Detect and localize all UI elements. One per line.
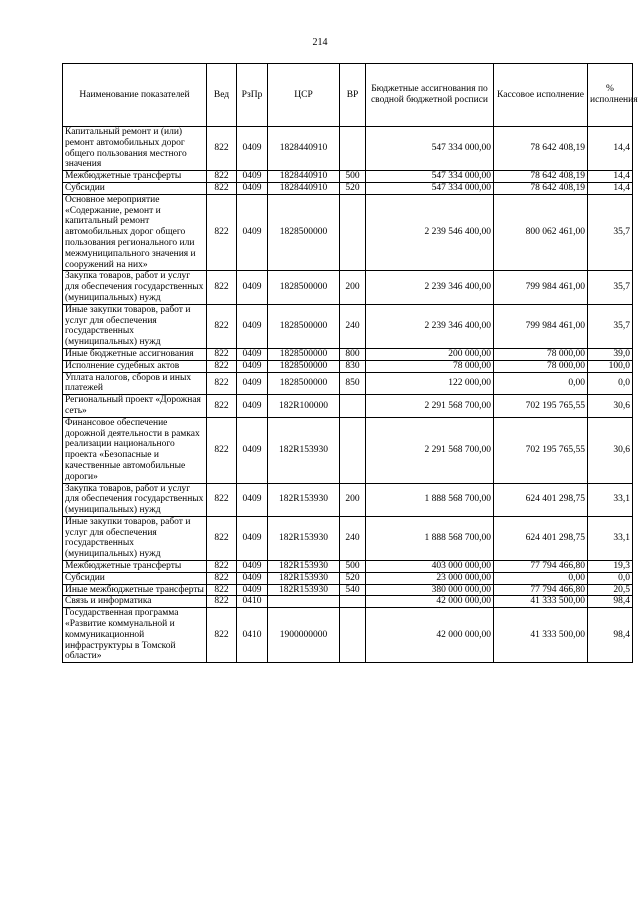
table-row bbox=[63, 395, 633, 418]
cell-vr: 200 bbox=[340, 483, 366, 516]
cell-name: Основное мероприятие «Содержание, ремонт и капитальный ремонт автомобильных дорог общего пользования регионального или межмуниципального значения и сооружений на них» bbox=[63, 194, 207, 271]
cell-ved: 822 bbox=[207, 360, 237, 372]
cell-cash: 0,00 bbox=[494, 372, 588, 395]
cell-budget: 547 334 000,00 bbox=[366, 127, 494, 171]
table-row bbox=[63, 483, 633, 516]
cell-percent: 39,0 bbox=[588, 348, 633, 360]
cell-rzpr: 0409 bbox=[237, 127, 268, 171]
budget-execution-table bbox=[62, 63, 638, 663]
cell-percent: 14,4 bbox=[588, 127, 633, 171]
cell-ved: 822 bbox=[207, 304, 237, 348]
cell-budget: 42 000 000,00 bbox=[366, 596, 494, 608]
cell-budget: 122 000,00 bbox=[366, 372, 494, 395]
cell-budget: 42 000 000,00 bbox=[366, 608, 494, 663]
cell-cash: 0,00 bbox=[494, 572, 588, 584]
cell-vr bbox=[340, 596, 366, 608]
cell-vr: 200 bbox=[340, 271, 366, 304]
cell-ved: 822 bbox=[207, 271, 237, 304]
cell-ved: 822 bbox=[207, 171, 237, 183]
cell-name: Межбюджетные трансферты bbox=[63, 171, 207, 183]
cell-ved: 822 bbox=[207, 395, 237, 418]
cell-rzpr: 0409 bbox=[237, 572, 268, 584]
cell-vr bbox=[340, 127, 366, 171]
cell-percent: 30,6 bbox=[588, 395, 633, 418]
cell-budget: 380 000 000,00 bbox=[366, 584, 494, 596]
header-cash: Кассовое исполнение bbox=[494, 64, 588, 127]
cell-percent: 35,7 bbox=[588, 304, 633, 348]
cell-csr: 1828440910 bbox=[268, 127, 340, 171]
cell-rzpr: 0409 bbox=[237, 360, 268, 372]
cell-name: Связь и информатика bbox=[63, 596, 207, 608]
cell-budget: 547 334 000,00 bbox=[366, 182, 494, 194]
cell-rzpr: 0409 bbox=[237, 171, 268, 183]
cell-budget: 1 888 568 700,00 bbox=[366, 516, 494, 560]
cell-percent: 20,5 bbox=[588, 584, 633, 596]
cell-percent: 0,0 bbox=[588, 372, 633, 395]
cell-cash: 41 333 500,00 bbox=[494, 596, 588, 608]
header-rzpr: РзПр bbox=[237, 64, 268, 127]
cell-vr: 520 bbox=[340, 182, 366, 194]
cell-csr: 182R100000 bbox=[268, 395, 340, 418]
cell-budget: 2 239 546 400,00 bbox=[366, 194, 494, 271]
header-name: Наименование показателей bbox=[63, 64, 207, 127]
cell-ved: 822 bbox=[207, 194, 237, 271]
cell-ved: 822 bbox=[207, 596, 237, 608]
cell-budget: 403 000 000,00 bbox=[366, 561, 494, 573]
cell-percent: 98,4 bbox=[588, 596, 633, 608]
cell-vr bbox=[340, 194, 366, 271]
table-row bbox=[63, 417, 633, 483]
cell-vr: 540 bbox=[340, 584, 366, 596]
cell-cash: 78 642 408,19 bbox=[494, 182, 588, 194]
cell-name: Иные закупки товаров, работ и услуг для обеспечения государственных (муниципальных) нужд bbox=[63, 304, 207, 348]
cell-budget: 2 239 346 400,00 bbox=[366, 271, 494, 304]
cell-name: Закупка товаров, работ и услуг для обеспечения государственных (муниципальных) нужд bbox=[63, 271, 207, 304]
table-row bbox=[63, 127, 633, 171]
cell-percent: 14,4 bbox=[588, 182, 633, 194]
table-row bbox=[63, 304, 633, 348]
cell-rzpr: 0409 bbox=[237, 372, 268, 395]
cell-csr: 1828500000 bbox=[268, 194, 340, 271]
cell-vr bbox=[340, 395, 366, 418]
cell-cash: 702 195 765,55 bbox=[494, 417, 588, 483]
table-row bbox=[63, 584, 633, 596]
cell-cash: 702 195 765,55 bbox=[494, 395, 588, 418]
cell-cash: 799 984 461,00 bbox=[494, 304, 588, 348]
cell-budget: 23 000 000,00 bbox=[366, 572, 494, 584]
cell-ved: 822 bbox=[207, 483, 237, 516]
cell-csr: 1828500000 bbox=[268, 271, 340, 304]
cell-percent: 14,4 bbox=[588, 171, 633, 183]
header-csr: ЦСР bbox=[268, 64, 340, 127]
cell-csr: 182R153930 bbox=[268, 483, 340, 516]
table-row bbox=[63, 516, 633, 560]
cell-name: Иные межбюджетные трансферты bbox=[63, 584, 207, 596]
cell-csr: 1828440910 bbox=[268, 171, 340, 183]
cell-rzpr: 0409 bbox=[237, 182, 268, 194]
cell-rzpr: 0409 bbox=[237, 271, 268, 304]
cell-ved: 822 bbox=[207, 516, 237, 560]
cell-vr: 800 bbox=[340, 348, 366, 360]
cell-csr: 182R153930 bbox=[268, 572, 340, 584]
header-percent: % исполнения bbox=[588, 64, 633, 127]
table-row bbox=[63, 561, 633, 573]
cell-ved: 822 bbox=[207, 608, 237, 663]
cell-percent: 33,1 bbox=[588, 483, 633, 516]
cell-vr: 240 bbox=[340, 304, 366, 348]
cell-ved: 822 bbox=[207, 127, 237, 171]
table-row bbox=[63, 182, 633, 194]
cell-rzpr: 0409 bbox=[237, 516, 268, 560]
cell-rzpr: 0409 bbox=[237, 304, 268, 348]
cell-percent: 19,3 bbox=[588, 561, 633, 573]
cell-percent: 100,0 bbox=[588, 360, 633, 372]
cell-vr: 500 bbox=[340, 171, 366, 183]
cell-cash: 624 401 298,75 bbox=[494, 483, 588, 516]
cell-vr: 500 bbox=[340, 561, 366, 573]
cell-percent: 35,7 bbox=[588, 194, 633, 271]
cell-cash: 77 794 466,80 bbox=[494, 561, 588, 573]
cell-vr: 850 bbox=[340, 372, 366, 395]
cell-rzpr: 0410 bbox=[237, 608, 268, 663]
cell-rzpr: 0409 bbox=[237, 584, 268, 596]
cell-name: Межбюджетные трансферты bbox=[63, 561, 207, 573]
cell-name: Региональный проект «Дорожная сеть» bbox=[63, 395, 207, 418]
cell-rzpr: 0409 bbox=[237, 348, 268, 360]
cell-budget: 2 291 568 700,00 bbox=[366, 395, 494, 418]
cell-csr: 1900000000 bbox=[268, 608, 340, 663]
cell-cash: 77 794 466,80 bbox=[494, 584, 588, 596]
cell-csr: 1828500000 bbox=[268, 360, 340, 372]
cell-name: Исполнение судебных актов bbox=[63, 360, 207, 372]
cell-name: Субсидии bbox=[63, 182, 207, 194]
cell-ved: 822 bbox=[207, 584, 237, 596]
cell-cash: 800 062 461,00 bbox=[494, 194, 588, 271]
cell-cash: 78 642 408,19 bbox=[494, 127, 588, 171]
table-row bbox=[63, 348, 633, 360]
cell-cash: 78 000,00 bbox=[494, 360, 588, 372]
cell-cash: 624 401 298,75 bbox=[494, 516, 588, 560]
cell-name: Уплата налогов, сборов и иных платежей bbox=[63, 372, 207, 395]
cell-csr: 182R153930 bbox=[268, 584, 340, 596]
table-row bbox=[63, 572, 633, 584]
cell-cash: 41 333 500,00 bbox=[494, 608, 588, 663]
cell-percent: 0,0 bbox=[588, 572, 633, 584]
table-row bbox=[63, 171, 633, 183]
cell-rzpr: 0410 bbox=[237, 596, 268, 608]
cell-ved: 822 bbox=[207, 561, 237, 573]
header-ved: Вед bbox=[207, 64, 237, 127]
cell-budget: 547 334 000,00 bbox=[366, 171, 494, 183]
table-row bbox=[63, 596, 633, 608]
cell-budget: 1 888 568 700,00 bbox=[366, 483, 494, 516]
cell-csr: 182R153930 bbox=[268, 516, 340, 560]
cell-csr: 1828440910 bbox=[268, 182, 340, 194]
cell-rzpr: 0409 bbox=[237, 417, 268, 483]
cell-percent: 35,7 bbox=[588, 271, 633, 304]
cell-vr bbox=[340, 417, 366, 483]
cell-name: Капитальный ремонт и (или) ремонт автомобильных дорог общего пользования местного значения bbox=[63, 127, 207, 171]
cell-percent: 98,4 bbox=[588, 608, 633, 663]
cell-csr: 1828500000 bbox=[268, 304, 340, 348]
cell-csr: 1828500000 bbox=[268, 348, 340, 360]
cell-ved: 822 bbox=[207, 372, 237, 395]
cell-rzpr: 0409 bbox=[237, 561, 268, 573]
cell-cash: 78 000,00 bbox=[494, 348, 588, 360]
cell-csr bbox=[268, 596, 340, 608]
cell-ved: 822 bbox=[207, 348, 237, 360]
table-row bbox=[63, 360, 633, 372]
header-vr: ВР bbox=[340, 64, 366, 127]
table-row bbox=[63, 372, 633, 395]
cell-vr: 520 bbox=[340, 572, 366, 584]
cell-name: Закупка товаров, работ и услуг для обеспечения государственных (муниципальных) нужд bbox=[63, 483, 207, 516]
cell-ved: 822 bbox=[207, 417, 237, 483]
cell-vr: 240 bbox=[340, 516, 366, 560]
cell-vr bbox=[340, 608, 366, 663]
cell-budget: 78 000,00 bbox=[366, 360, 494, 372]
cell-csr: 182R153930 bbox=[268, 417, 340, 483]
cell-name: Государственная программа «Развитие коммунальной и коммуникационной инфраструктуры в Томской области» bbox=[63, 608, 207, 663]
cell-ved: 822 bbox=[207, 572, 237, 584]
cell-cash: 799 984 461,00 bbox=[494, 271, 588, 304]
table-row bbox=[63, 608, 633, 663]
cell-name: Иные закупки товаров, работ и услуг для обеспечения государственных (муниципальных) нужд bbox=[63, 516, 207, 560]
page-number: 214 bbox=[312, 37, 328, 48]
cell-rzpr: 0409 bbox=[237, 395, 268, 418]
cell-ved: 822 bbox=[207, 182, 237, 194]
cell-budget: 2 291 568 700,00 bbox=[366, 417, 494, 483]
cell-name: Иные бюджетные ассигнования bbox=[63, 348, 207, 360]
table-header-row bbox=[63, 64, 633, 127]
cell-name: Финансовое обеспечение дорожной деятельности в рамках реализации национального проекта «Безопасные и качественные автомобильные дороги» bbox=[63, 417, 207, 483]
cell-rzpr: 0409 bbox=[237, 194, 268, 271]
cell-csr: 1828500000 bbox=[268, 372, 340, 395]
table-row bbox=[63, 194, 633, 271]
cell-rzpr: 0409 bbox=[237, 483, 268, 516]
cell-percent: 33,1 bbox=[588, 516, 633, 560]
cell-csr: 182R153930 bbox=[268, 561, 340, 573]
table-row bbox=[63, 271, 633, 304]
cell-budget: 2 239 346 400,00 bbox=[366, 304, 494, 348]
cell-cash: 78 642 408,19 bbox=[494, 171, 588, 183]
cell-percent: 30,6 bbox=[588, 417, 633, 483]
cell-vr: 830 bbox=[340, 360, 366, 372]
header-budget: Бюджетные ассигнования по сводной бюджетной росписи bbox=[366, 64, 494, 127]
cell-name: Субсидии bbox=[63, 572, 207, 584]
cell-budget: 200 000,00 bbox=[366, 348, 494, 360]
